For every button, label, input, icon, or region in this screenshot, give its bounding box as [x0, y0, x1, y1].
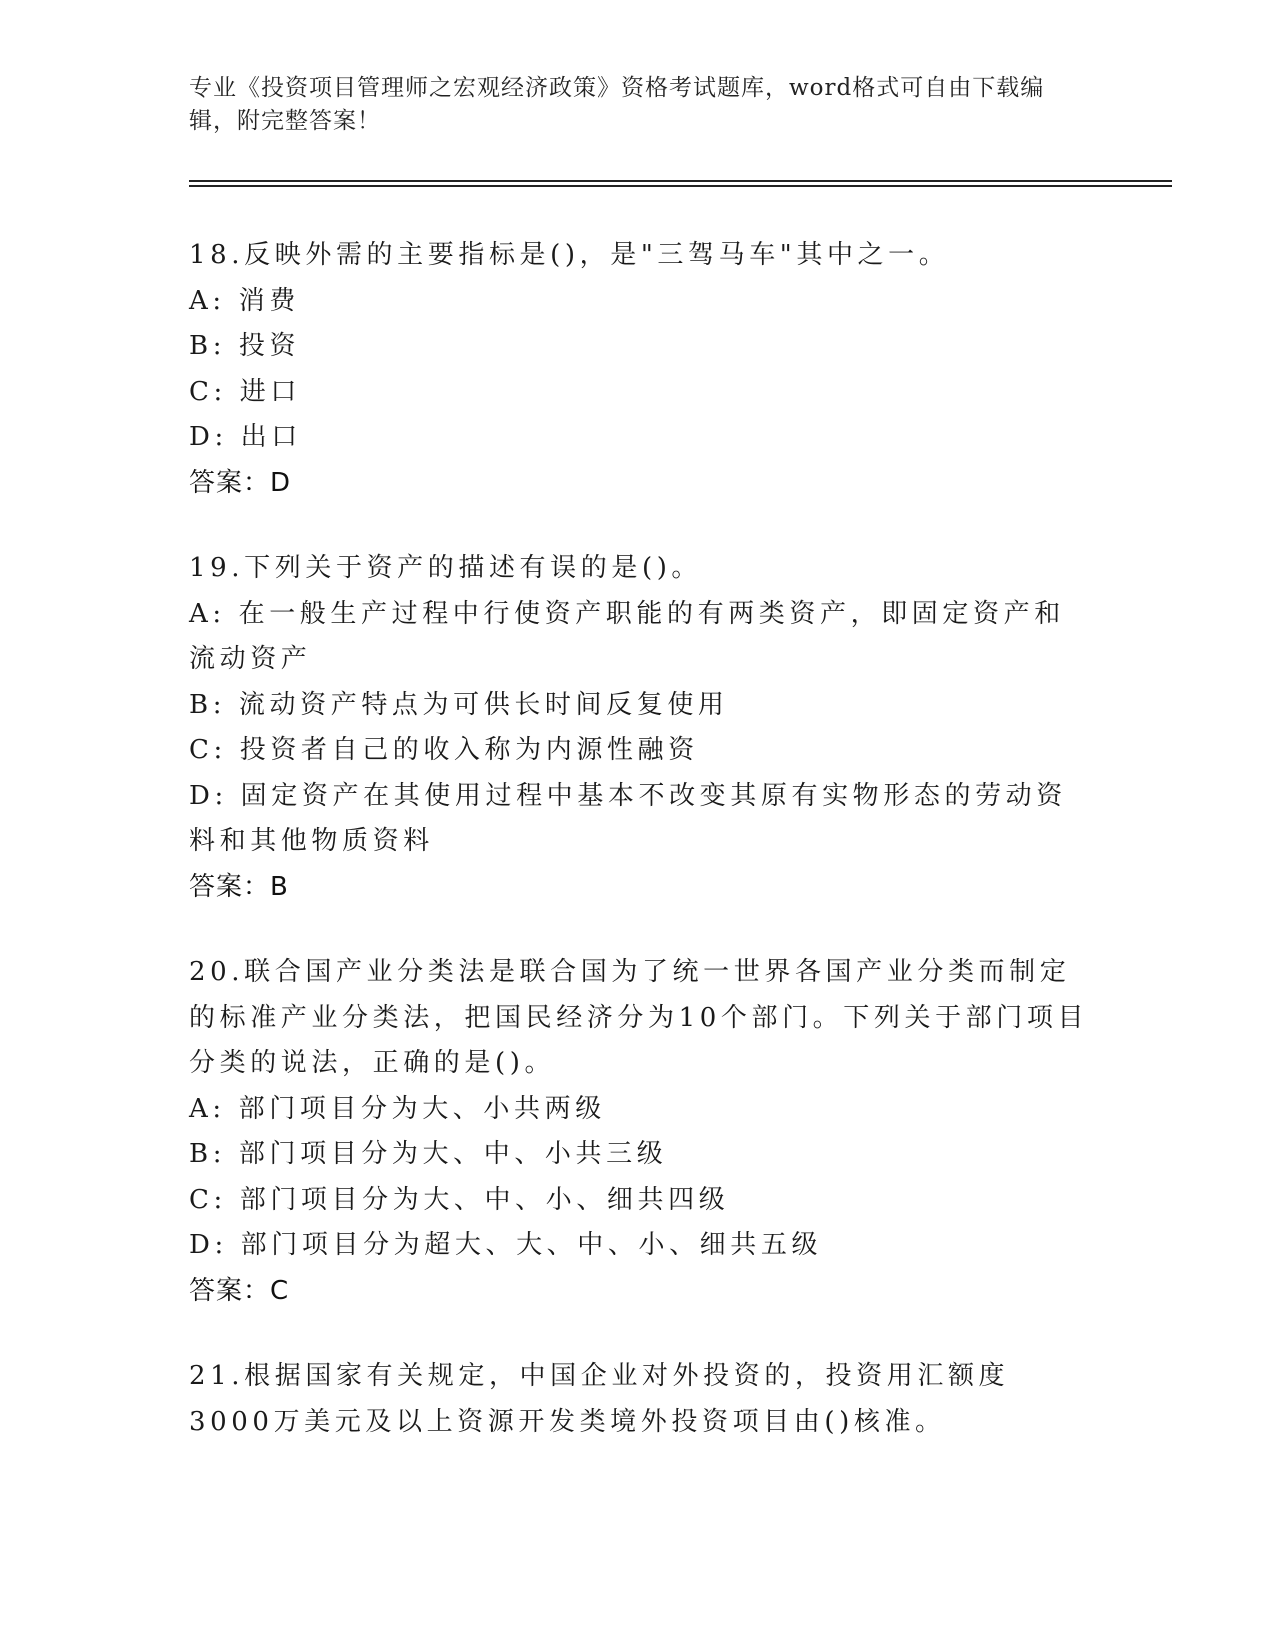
document-header: 专业《投资项目管理师之宏观经济政策》资格考试题库，word格式可自由下载编辑，附完整答案！ — [189, 75, 1045, 134]
question-19 — [189, 546, 1089, 910]
option-b: B: 投资 — [189, 331, 301, 361]
question-list — [189, 233, 1089, 1485]
question-18 — [189, 233, 1089, 506]
question-stem: 18.反映外需的主要指标是()，是"三驾马车"其中之一。 — [189, 240, 950, 270]
header-divider-top — [189, 180, 1172, 182]
option-b: B: 流动资产特点为可供长时间反复使用 — [189, 689, 729, 720]
option-c: C: 投资者自己的收入称为内源性融资 — [189, 735, 699, 765]
option-d: D: 出口 — [189, 422, 302, 452]
header-divider-bottom — [189, 185, 1172, 187]
option-c: C: 部门项目分为大、中、小、细共四级 — [189, 1184, 730, 1215]
question-stem: 20.联合国产业分类法是联合国为了统一世界各国产业分类而制定的标准产业分类法，把国民经济分为10个部门。下列关于部门项目分类的说法，正确的是()。 — [189, 957, 1089, 1078]
answer: 答案：B — [189, 871, 289, 902]
option-c: C: 进口 — [189, 376, 301, 407]
option-a: A: 在一般生产过程中行使资产职能的有两类资产，即固定资产和流动资产 — [189, 598, 1065, 674]
option-b: B: 部门项目分为大、中、小共三级 — [189, 1139, 668, 1169]
option-a: A: 消费 — [189, 285, 300, 316]
option-d: D: 部门项目分为超大、大、中、小、细共五级 — [189, 1230, 823, 1260]
answer: 答案：D — [189, 467, 292, 498]
option-d: D: 固定资产在其使用过程中基本不改变其原有实物形态的劳动资料和其他物质资料 — [189, 780, 1067, 856]
question-20 — [189, 950, 1089, 1314]
question-21 — [189, 1354, 1089, 1445]
answer: 答案：C — [189, 1275, 290, 1306]
question-stem: 19.下列关于资产的描述有误的是()。 — [189, 553, 703, 583]
question-stem: 21.根据国家有关规定，中国企业对外投资的，投资用汇额度3000万美元及以上资源开发类境外投资项目由()核准。 — [189, 1361, 1010, 1437]
option-a: A: 部门项目分为大、小共两级 — [189, 1093, 606, 1124]
